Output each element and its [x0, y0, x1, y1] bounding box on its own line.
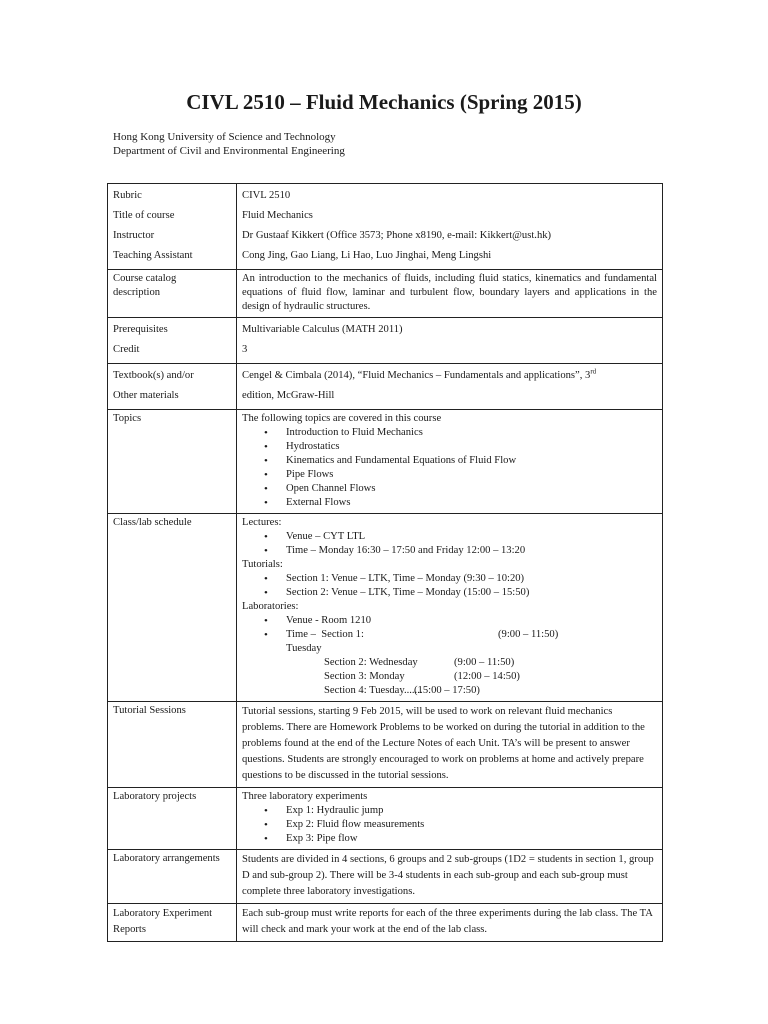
tutorial-sessions-value: Tutorial sessions, starting 9 Feb 2015, will be used to work on relevant fluid mechanics problems. There are Homework Problems to be worked on during the tutorial in addition to the problems found at the end of the Lecture Notes of each Unit. TA’s will be present to answer questions. Students are strongly encouraged to work on problems at home and actively prepare questions to be discussed in the tutorial sessions.	[237, 702, 663, 788]
textbook-value-2: edition, McGraw-Hill	[242, 390, 335, 401]
lab-section-row	[242, 684, 657, 698]
list-item: • Venue - Room 1210	[264, 614, 657, 628]
lab-section-day: Monday	[369, 671, 405, 682]
topics-list	[242, 426, 657, 510]
instructor-label: Instructor	[113, 230, 155, 241]
lab-arrangements-value: Students are divided in 4 sections, 6 groups and 2 sub-groups (1D2 = students in section 1, group D and sub-group 2). There will be 3-4 students in each sub-group and each sub-group must complete three laboratory investigations.	[237, 850, 663, 904]
lab-section-time: (15:00 – 17:50)	[414, 685, 480, 696]
textbook-value-line	[242, 366, 657, 386]
page-title: CIVL 2510 – Fluid Mechanics (Spring 2015)	[186, 90, 582, 114]
textbook-superscript: rd	[590, 367, 597, 376]
list-item: • Open Channel Flows	[264, 482, 657, 496]
catalog-value: An introduction to the mechanics of fluids, including fluid statics, kinematics and fundamental equations of fluid flow, laminar and turbulent flow, boundary layers and applications in the design of hydraulic structures.	[237, 270, 663, 318]
lectures-list	[242, 530, 657, 558]
tutorials-heading: Tutorials:	[242, 559, 283, 570]
table-row	[108, 904, 663, 942]
row-value	[237, 318, 663, 364]
catalog-label-2: description	[113, 287, 161, 298]
list-item: • Hydrostatics	[264, 440, 657, 454]
table-row	[108, 410, 663, 514]
lab-section-day: Wednesday	[369, 657, 418, 668]
lab-section-name: Section 4:	[324, 685, 367, 696]
row-value	[237, 364, 663, 410]
institution-block	[113, 130, 345, 158]
lab-projects-label: Laboratory projects	[108, 788, 237, 850]
list-item: • Pipe Flows	[264, 468, 657, 482]
textbook-label-1: Textbook(s) and/or	[113, 370, 194, 381]
topics-intro: The following topics are covered in this course	[242, 413, 442, 424]
lab-section-name: Section 1:	[321, 629, 364, 640]
table-row	[108, 788, 663, 850]
labs-heading: Laboratories:	[242, 601, 299, 612]
lab-section-time: (9:00 – 11:50)	[454, 657, 515, 668]
lab-section-name: Section 3:	[324, 671, 367, 682]
list-item: • Section 2: Venue – LTK, Time – Monday (15:00 – 15:50)	[264, 586, 657, 600]
lab-section-row	[286, 628, 657, 656]
lab-section-time: (9:00 – 11:50)	[498, 629, 559, 640]
table-row	[108, 270, 663, 318]
credit-value: 3	[242, 344, 248, 355]
prereq-value: Multivariable Calculus (MATH 2011)	[242, 324, 403, 335]
list-item	[264, 628, 657, 656]
rubric-value: CIVL 2510	[242, 190, 291, 201]
row-label	[108, 904, 237, 942]
list-item: • Exp 2: Fluid flow measurements	[264, 818, 657, 832]
list-item: • Introduction to Fluid Mechanics	[264, 426, 657, 440]
list-item: • Exp 1: Hydraulic jump	[264, 804, 657, 818]
lab-time-prefix: Time –	[286, 629, 316, 640]
schedule-label: Class/lab schedule	[108, 514, 237, 702]
list-item: • Venue – CYT LTL	[264, 530, 657, 544]
lab-reports-label-2: Reports	[113, 924, 146, 935]
lab-arrangements-label: Laboratory arrangements	[108, 850, 237, 904]
lab-section-name: Section 2:	[324, 657, 367, 668]
list-item: • External Flows	[264, 496, 657, 510]
lab-reports-value: Each sub-group must write reports for each of the three experiments during the lab class. The TA will check and mark your work at the end of the lab class.	[237, 904, 663, 942]
list-item: • Kinematics and Fundamental Equations of Fluid Flow	[264, 454, 657, 468]
labs-list	[242, 614, 657, 656]
table-row	[108, 364, 663, 410]
title-value: Fluid Mechanics	[242, 210, 313, 221]
title-label: Title of course	[113, 210, 175, 221]
table-row	[108, 318, 663, 364]
row-label	[108, 184, 237, 270]
row-value	[237, 514, 663, 702]
lab-section-row	[242, 656, 657, 670]
tutorial-sessions-label: Tutorial Sessions	[108, 702, 237, 788]
course-info-table	[107, 183, 663, 942]
row-label	[108, 270, 237, 318]
university-name: Hong Kong University of Science and Technology	[113, 131, 336, 143]
prereq-label: Prerequisites	[113, 324, 168, 335]
table-row	[108, 702, 663, 788]
row-label	[108, 318, 237, 364]
textbook-label-2: Other materials	[113, 390, 179, 401]
row-value	[237, 788, 663, 850]
list-item: • Section 1: Venue – LTK, Time – Monday (9:30 – 10:20)	[264, 572, 657, 586]
instructor-value: Dr Gustaaf Kikkert (Office 3573; Phone x8190, e-mail: Kikkert@ust.hk)	[242, 230, 552, 241]
row-label	[108, 364, 237, 410]
list-item: • Exp 3: Pipe flow	[264, 832, 657, 846]
row-value	[237, 410, 663, 514]
ta-value: Cong Jing, Gao Liang, Li Hao, Luo Jinghai, Meng Lingshi	[242, 250, 492, 261]
list-item: • Time – Monday 16:30 – 17:50 and Friday 12:00 – 13:20	[264, 544, 657, 558]
lab-section-day: Tuesday	[286, 643, 322, 654]
table-row	[108, 184, 663, 270]
lectures-heading: Lectures:	[242, 517, 282, 528]
textbook-value-1: Cengel & Cimbala (2014), “Fluid Mechanics – Fundamentals and applications”, 3	[242, 370, 591, 381]
lab-projects-intro: Three laboratory experiments	[242, 791, 368, 802]
row-value	[237, 184, 663, 270]
ta-label: Teaching Assistant	[113, 250, 193, 261]
lab-section-row	[242, 670, 657, 684]
catalog-label-1: Course catalog	[113, 273, 177, 284]
table-row	[108, 850, 663, 904]
table-row	[108, 514, 663, 702]
tutorials-list	[242, 572, 657, 600]
topics-label: Topics	[108, 410, 237, 514]
lab-section-time: (12:00 – 14:50)	[454, 671, 520, 682]
lab-reports-label-1: Laboratory Experiment	[113, 908, 213, 919]
rubric-label: Rubric	[113, 190, 142, 201]
credit-label: Credit	[113, 344, 140, 355]
department-name: Department of Civil and Environmental Engineering	[113, 145, 345, 157]
lab-projects-list	[242, 804, 657, 846]
lab-section-day: Tuesday.......	[369, 685, 423, 696]
